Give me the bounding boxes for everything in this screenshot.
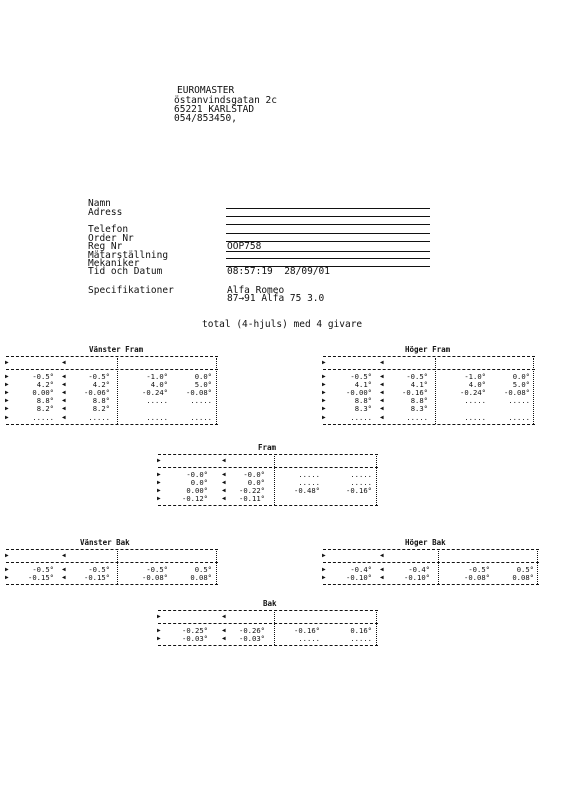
hoger-fram-col-separator [435, 358, 436, 424]
hoger-bak-spec-min-value: -0.08° [464, 573, 490, 583]
hoger-fram-arrow-marker: ▶ [322, 381, 326, 389]
hoger-fram-top-border [323, 356, 535, 357]
bak-center-col-separator [376, 612, 377, 645]
company-city: 65221 KARLSTAD [174, 104, 255, 115]
hoger-bak-title: Höger Bak [405, 538, 446, 547]
bak-center-spec-max-value: 0.16° [350, 626, 372, 635]
fram-center-spec-min-value: ..... [298, 470, 320, 479]
hoger-fram-col-separator [533, 358, 534, 424]
vanster-fram-spec-max-value: 0.0° [194, 372, 212, 381]
fram-center-fore-value: 0.0° [247, 478, 265, 488]
hoger-fram-arrow-marker: ▶ [322, 389, 326, 397]
bak-center-arrow-marker: ▶ [157, 627, 161, 634]
hoger-bak-aktuellt-value: -0.4° [350, 565, 372, 574]
vanster-bak-header-border [6, 562, 218, 563]
vanster-fram-fore-value: 4.2° [92, 380, 110, 390]
vanster-bak-arrow-marker: ▶ [5, 574, 9, 582]
vanster-fram-arrow-marker: ▶ [5, 413, 9, 421]
fram-center-aktuellt-value: -0.0° [186, 470, 208, 479]
fram-center-bottom-border [158, 505, 378, 506]
fram-center-arrow-marker: ◀ [222, 471, 226, 478]
fram-center-top-border [158, 454, 378, 455]
bak-center-aktuellt-value: -0.03° [182, 634, 208, 644]
vanster-bak-arrow-marker: ▶ [5, 552, 9, 559]
vanster-fram-spec-max-value: 5.0° [194, 380, 212, 390]
vanster-fram-title: Vänster Fram [89, 345, 144, 354]
hoger-fram-aktuellt-value: -0.5° [350, 372, 372, 381]
spec-model: 87→91 Alfa 75 3.0 [227, 293, 325, 304]
vanster-fram-fore-value: -0.5° [88, 372, 110, 381]
vanster-bak-arrow-marker: ◀ [62, 574, 66, 582]
hoger-fram-header-border [323, 369, 535, 370]
hoger-fram-fore-value: 8.3° [410, 404, 428, 414]
vanster-fram-fore-value: ..... [88, 412, 110, 422]
vanster-fram-arrow-marker: ◀ [62, 405, 66, 413]
hoger-bak-spec-max-value: 0.08° [512, 573, 534, 583]
bak-center-spec-min-value: ..... [298, 634, 320, 644]
field-line-adress2 [226, 224, 430, 225]
hoger-fram-arrow-marker: ◀ [380, 413, 384, 421]
fram-center-header-border [158, 467, 378, 468]
vanster-fram-arrow-marker: ▶ [5, 373, 9, 380]
vanster-bak-arrow-marker: ▶ [5, 566, 9, 573]
vanster-fram-aktuellt-value: 0.00° [32, 388, 54, 398]
fram-center-spec-max-value: ..... [350, 470, 372, 479]
hoger-bak-arrow-marker: ◀ [380, 566, 384, 573]
fram-center-arrow-marker: ◀ [222, 487, 226, 495]
label-tid-och-datum: Tid och Datum [88, 266, 163, 277]
hoger-fram-arrow-marker: ◀ [380, 381, 384, 389]
hoger-fram-spec-min-value: ..... [464, 396, 486, 406]
fram-center-fore-value: -0.0° [243, 470, 265, 479]
hoger-fram-spec-max-value: ..... [508, 396, 530, 406]
hoger-fram-spec-min-value: -1.0° [464, 372, 486, 381]
hoger-bak-aktuellt-value: -0.10° [346, 573, 372, 583]
hoger-bak-arrow-marker: ▶ [322, 574, 326, 582]
hoger-fram-arrow-marker: ▶ [322, 405, 326, 413]
vanster-fram-fore-value: 8.8° [92, 396, 110, 406]
vanster-fram-arrow-marker: ▶ [5, 397, 9, 405]
hoger-fram-title: Höger Fram [405, 345, 451, 354]
vanster-bak-fore-value: -0.5° [88, 565, 110, 574]
vanster-bak-aktuellt-value: -0.5° [32, 565, 54, 574]
fram-center-arrow-marker: ▶ [157, 457, 161, 464]
bak-center-top-border [158, 610, 378, 611]
vanster-fram-fore-value: -0.06° [84, 388, 110, 398]
hoger-fram-spec-max-value: -0.08° [504, 388, 530, 398]
vanster-fram-aktuellt-value: 8.8° [36, 396, 54, 406]
vanster-fram-spec-max-value: -0.08° [186, 388, 212, 398]
vanster-bak-top-border [6, 549, 218, 550]
bak-center-arrow-marker: ▶ [157, 613, 161, 620]
hoger-fram-arrow-marker: ◀ [380, 373, 384, 380]
fram-center-arrow-marker: ▶ [157, 479, 161, 487]
vanster-bak-bottom-border [6, 584, 218, 585]
hoger-bak-spec-min-value: -0.5° [468, 565, 490, 574]
hoger-fram-bottom-border [323, 424, 535, 425]
vanster-fram-aktuellt-value: ..... [32, 412, 54, 422]
vanster-fram-aktuellt-value: -0.5° [32, 372, 54, 381]
fram-center-arrow-marker: ◀ [222, 457, 226, 464]
hoger-bak-col-separator [537, 551, 538, 584]
vanster-fram-arrow-marker: ▶ [5, 389, 9, 397]
vanster-bak-title: Vänster Bak [80, 538, 130, 547]
vanster-fram-arrow-marker: ◀ [62, 373, 66, 380]
hoger-bak-arrow-marker: ▶ [322, 566, 326, 573]
vanster-fram-bottom-border [6, 424, 218, 425]
vanster-fram-arrow-marker: ▶ [5, 405, 9, 413]
vanster-bak-spec-min-value: -0.08° [142, 573, 168, 583]
hoger-fram-fore-value: -0.16° [402, 388, 428, 398]
fram-center-spec-min-value: -0.48° [294, 486, 320, 496]
vanster-fram-arrow-marker: ▶ [5, 359, 9, 366]
vanster-fram-arrow-marker: ▶ [5, 381, 9, 389]
bak-center-bottom-border [158, 645, 378, 646]
vanster-fram-spec-min-value: 4.0° [150, 380, 168, 390]
hoger-fram-spec-min-value: 4.0° [468, 380, 486, 390]
fram-center-arrow-marker: ◀ [222, 495, 226, 503]
vanster-bak-col-separator [117, 551, 118, 584]
label-namn: Namn [88, 198, 111, 209]
field-line-matarstallning [226, 258, 430, 259]
field-line-telefon [226, 233, 430, 234]
label-mekaniker: Mekaniker [88, 258, 140, 269]
hoger-fram-aktuellt-value: 8.3° [354, 404, 372, 414]
hoger-fram-fore-value: 8.8° [410, 396, 428, 406]
hoger-fram-fore-value: -0.5° [406, 372, 428, 381]
hoger-fram-fore-value: 4.1° [410, 380, 428, 390]
vanster-bak-spec-max-value: 0.5° [194, 565, 212, 574]
vanster-fram-arrow-marker: ◀ [62, 359, 66, 366]
fram-center-arrow-marker: ▶ [157, 495, 161, 503]
vanster-bak-col-separator [216, 551, 217, 584]
hoger-fram-aktuellt-value: 4.1° [354, 380, 372, 390]
reg-nr-value: OOP758 [227, 241, 262, 252]
fram-center-fore-value: -0.22° [239, 486, 265, 496]
vanster-fram-spec-max-value: ..... [190, 396, 212, 406]
label-reg-nr: Reg Nr [88, 241, 123, 252]
vanster-fram-arrow-marker: ◀ [62, 389, 66, 397]
field-line-namn [226, 208, 430, 209]
hoger-fram-arrow-marker: ▶ [322, 413, 326, 421]
vanster-fram-top-border [6, 356, 218, 357]
hoger-bak-col-separator [438, 551, 439, 584]
bak-center-spec-max-value: ..... [350, 634, 372, 644]
hoger-fram-aktuellt-value: -0.00° [346, 388, 372, 398]
hoger-fram-arrow-marker: ◀ [380, 359, 384, 366]
bak-center-col-separator [274, 612, 275, 645]
vanster-bak-arrow-marker: ◀ [62, 566, 66, 573]
hoger-fram-spec-min-value: -0.24° [460, 388, 486, 398]
vanster-fram-arrow-marker: ◀ [62, 413, 66, 421]
bak-center-spec-min-value: -0.16° [294, 626, 320, 635]
hoger-fram-spec-max-value: 5.0° [512, 380, 530, 390]
vanster-fram-aktuellt-value: 4.2° [36, 380, 54, 390]
fram-center-spec-min-value: ..... [298, 478, 320, 488]
hoger-bak-header-border [323, 562, 539, 563]
company-street: östanvindsgatan 2c [174, 95, 277, 106]
vanster-fram-spec-min-value: ..... [146, 412, 168, 422]
vanster-bak-fore-value: -0.15° [84, 573, 110, 583]
vanster-fram-aktuellt-value: 8.2° [36, 404, 54, 414]
label-adress: Adress [88, 207, 123, 218]
fram-center-title: Fram [258, 443, 277, 452]
field-line-reg-nr [226, 251, 430, 252]
tid-datum-value: 08:57:19 28/09/01 [227, 266, 330, 277]
vanster-fram-col-separator [117, 358, 118, 424]
field-line-adress [226, 216, 430, 217]
label-specifikationer: Specifikationer [88, 285, 174, 296]
company-phone: 054/853450, [174, 113, 237, 124]
bak-center-arrow-marker: ▶ [157, 635, 161, 643]
vanster-bak-spec-max-value: 0.08° [190, 573, 212, 583]
hoger-fram-arrow-marker: ◀ [380, 389, 384, 397]
hoger-bak-fore-value: -0.10° [404, 573, 430, 583]
vanster-fram-spec-max-value: ..... [190, 412, 212, 422]
hoger-bak-spec-max-value: 0.5° [516, 565, 534, 574]
fram-center-aktuellt-value: -0.12° [182, 494, 208, 504]
label-telefon: Telefon [88, 224, 129, 235]
measurement-subtitle: total (4-hjuls) med 4 givare [202, 319, 363, 330]
vanster-bak-aktuellt-value: -0.15° [28, 573, 54, 583]
fram-center-spec-max-value: -0.16° [346, 486, 372, 496]
fram-center-fore-value: -0.11° [239, 494, 265, 504]
vanster-fram-arrow-marker: ◀ [62, 397, 66, 405]
fram-center-aktuellt-value: 0.00° [186, 486, 208, 496]
vanster-fram-spec-min-value: ..... [146, 396, 168, 406]
hoger-fram-aktuellt-value: 8.8° [354, 396, 372, 406]
hoger-bak-arrow-marker: ▶ [322, 552, 326, 559]
hoger-bak-bottom-border [323, 584, 539, 585]
vanster-fram-header-border [6, 369, 218, 370]
bak-center-arrow-marker: ◀ [222, 635, 226, 643]
hoger-fram-spec-max-value: 0.0° [512, 372, 530, 381]
hoger-fram-arrow-marker: ▶ [322, 373, 326, 380]
bak-center-title: Bak [263, 599, 277, 608]
vanster-bak-arrow-marker: ◀ [62, 552, 66, 559]
hoger-fram-arrow-marker: ▶ [322, 397, 326, 405]
label-matarstallning: Mätarställning [88, 250, 169, 261]
fram-center-arrow-marker: ▶ [157, 471, 161, 478]
hoger-fram-spec-min-value: ..... [464, 412, 486, 422]
hoger-bak-arrow-marker: ◀ [380, 574, 384, 582]
fram-center-arrow-marker: ◀ [222, 479, 226, 487]
hoger-bak-arrow-marker: ◀ [380, 552, 384, 559]
vanster-bak-spec-min-value: -0.5° [146, 565, 168, 574]
bak-center-header-border [158, 623, 378, 624]
bak-center-aktuellt-value: -0.25° [182, 626, 208, 635]
vanster-fram-spec-min-value: -1.0° [146, 372, 168, 381]
vanster-fram-arrow-marker: ◀ [62, 381, 66, 389]
vanster-fram-spec-min-value: -0.24° [142, 388, 168, 398]
fram-center-col-separator [376, 456, 377, 505]
hoger-fram-arrow-marker: ◀ [380, 405, 384, 413]
fram-center-arrow-marker: ▶ [157, 487, 161, 495]
hoger-bak-fore-value: -0.4° [408, 565, 430, 574]
spec-make: Alfa Romeo [227, 285, 285, 296]
hoger-bak-top-border [323, 549, 539, 550]
label-order-nr: Order Nr [88, 233, 134, 244]
hoger-fram-fore-value: ..... [406, 412, 428, 422]
bak-center-fore-value: -0.03° [239, 634, 265, 644]
fram-center-col-separator [274, 456, 275, 505]
vanster-fram-col-separator [216, 358, 217, 424]
bak-center-fore-value: -0.26° [239, 626, 265, 635]
company-name: EUROMASTER [177, 85, 235, 96]
vanster-fram-fore-value: 8.2° [92, 404, 110, 414]
hoger-fram-arrow-marker: ◀ [380, 397, 384, 405]
hoger-fram-aktuellt-value: ..... [350, 412, 372, 422]
hoger-fram-spec-max-value: ..... [508, 412, 530, 422]
fram-center-aktuellt-value: 0.0° [190, 478, 208, 488]
bak-center-arrow-marker: ◀ [222, 627, 226, 634]
fram-center-spec-max-value: ..... [350, 478, 372, 488]
bak-center-arrow-marker: ◀ [222, 613, 226, 620]
hoger-fram-arrow-marker: ▶ [322, 359, 326, 366]
